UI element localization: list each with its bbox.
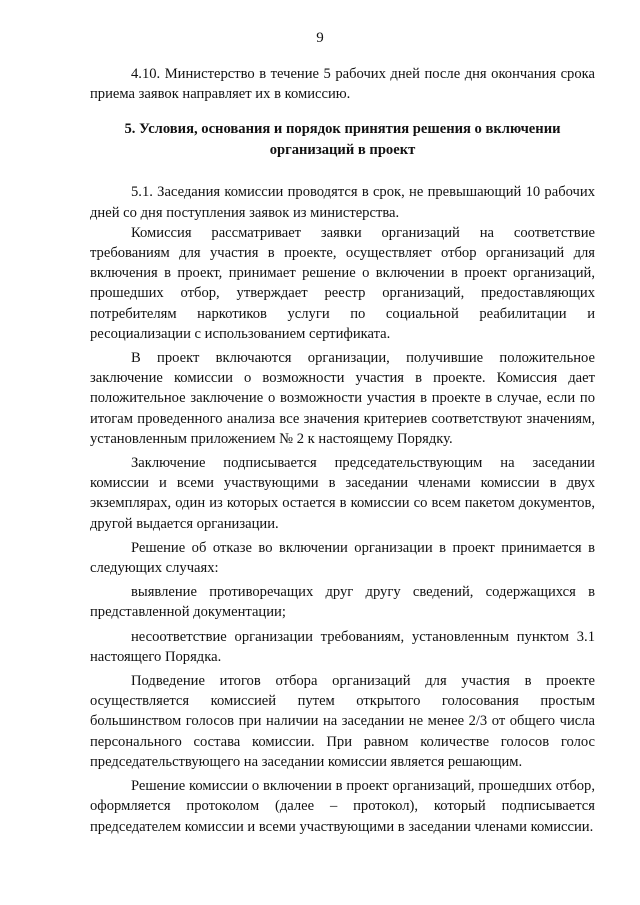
paragraph-protocol: Решение комиссии о включении в проект организаций, прошедших отбор, оформляется протоколом (далее – протокол), который подписывается председателем комиссии и всеми участвующими в заседании членами комиссии. [90, 778, 595, 835]
list-item-nonconformity: несоответствие организации требованиям, установленным пунктом 3.1 настоящего Порядка. [90, 628, 595, 665]
document-body [90, 64, 595, 837]
paragraph-commission-review: Комиссия рассматривает заявки организаций на соответствие требованиям для участия в проекте, осуществляет отбор организаций для включения в проект, принимает решение о включении в проект организаций, прошедших отбор, утверждает реестр организаций, предоставляющих потребителям наркотиков услуги по социальной реабилитации и ресоциализации с использованием сертификата. [90, 224, 595, 342]
paragraph-voting: Подведение итогов отбора организаций для участия в проекте осуществляется комиссией путем открытого голосования простым большинством голосов при наличии на заседании не менее 2/3 от общего числа персонального состава комиссии. При равном количестве голосов голос председательствующего на заседании комиссии является решающим. [90, 673, 595, 770]
paragraph-4-10: 4.10. Министерство в течение 5 рабочих дней после дня окончания срока приема заявок направляет их в комиссию. [90, 66, 595, 103]
paragraph-conclusion-signing: Заключение подписывается председательствующим на заседании комиссии и всеми участвующими в заседании членами комиссии в двух экземплярах, один из которых остается в комиссии со всем пакетом документов, другой выдается организации. [90, 455, 595, 532]
section-title: 5. Условия, основания и порядок принятия решения о включении организаций в проект [124, 121, 561, 158]
paragraph-inclusion-conditions: В проект включаются организации, получившие положительное заключение комиссии о возможности участия в проекте. Комиссия дает положительное заключение о возможности участия в проекте в случае, если по итогам проведенного анализа все значения критериев соответствуют значениям, установленным приложением № 2 к настоящему Порядку. [90, 350, 595, 447]
paragraph-refusal-cases: Решение об отказе во включении организации в проект принимается в следующих случаях: [90, 539, 595, 577]
paragraph-5-1: 5.1. Заседания комиссии проводятся в срок, не превышающий 10 рабочих дней со дня поступления заявок из министерства. [90, 184, 595, 221]
list-item-contradictory-info: выявление противоречащих друг другу сведений, содержащихся в представленной документации; [90, 584, 595, 621]
page-number: 9 [316, 30, 324, 46]
